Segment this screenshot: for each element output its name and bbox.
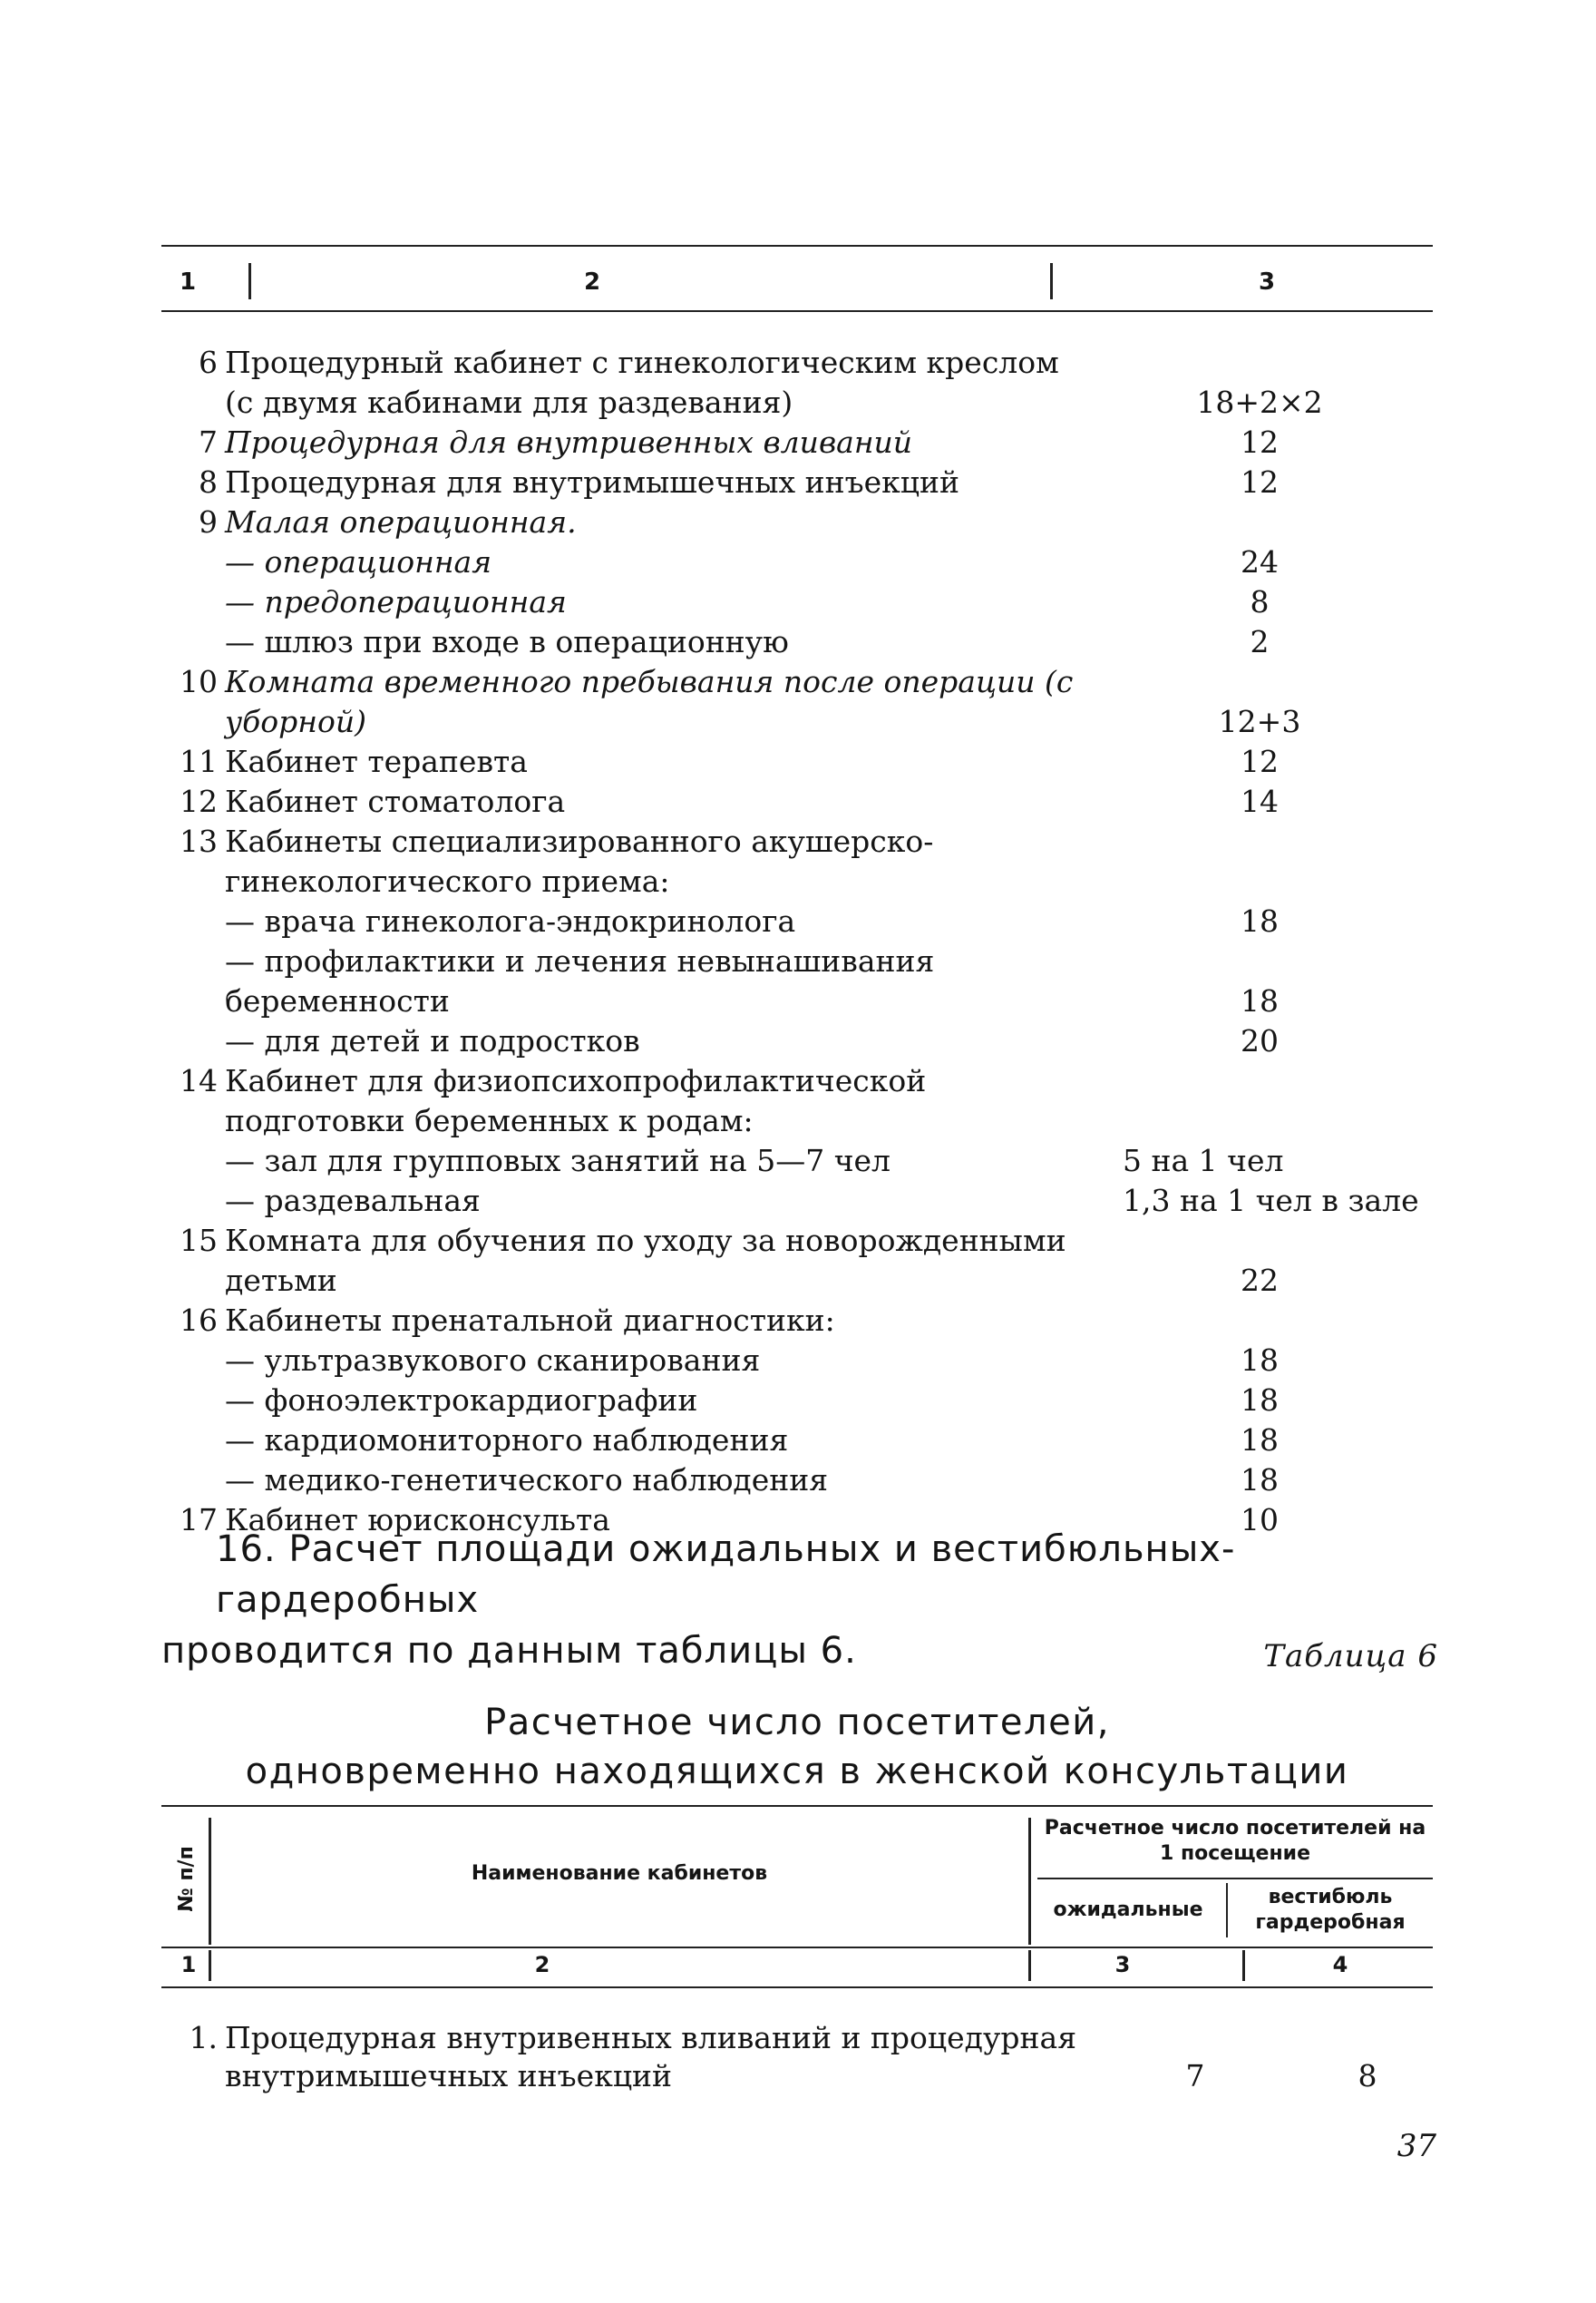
- row-name: Кабинет для физиопсихопрофилактической подготовки беременных к родам:: [225, 1063, 927, 1138]
- table-row: [161, 1381, 1433, 1420]
- row-number: 14: [180, 1063, 218, 1098]
- continuation-table-body: [161, 343, 1433, 1540]
- column-divider: [1226, 1883, 1228, 1937]
- paragraph-line: проводится по данным таблицы 6.: [161, 1630, 857, 1672]
- row-area-value: 18: [1241, 983, 1279, 1019]
- number-column-header: [170, 1829, 201, 1928]
- row-area-value: 12+3: [1218, 704, 1301, 739]
- row-area-value: 18: [1241, 1342, 1279, 1378]
- row-number: 15: [180, 1223, 218, 1258]
- table-row: [161, 1420, 1433, 1460]
- table-top-rule: [161, 1805, 1433, 1807]
- row-number: [161, 942, 225, 1021]
- row-number: 11: [180, 744, 218, 779]
- table-row: [161, 1061, 1433, 1141]
- row-area-value: 12: [1241, 424, 1279, 460]
- row-number: [161, 542, 225, 582]
- row-name: — операционная: [225, 544, 492, 580]
- paragraph-16: [161, 1524, 1449, 1676]
- row-name: Кабинеты пренатальной диагностики:: [225, 1303, 835, 1338]
- row-area-value: 2: [1250, 624, 1270, 659]
- table-row: [161, 782, 1433, 822]
- table-row: [161, 1341, 1433, 1381]
- row-name: Процедурная для внутримышечных инъекций: [225, 464, 959, 500]
- waiting-value: 7: [1185, 2058, 1205, 2093]
- table-row: [161, 902, 1433, 942]
- table-row: [161, 1301, 1433, 1341]
- page-number: 37: [1396, 2128, 1436, 2164]
- row-number: [161, 1141, 225, 1181]
- table-row: [161, 1021, 1433, 1061]
- row-number: [161, 622, 225, 662]
- row-area-value: 14: [1241, 784, 1279, 819]
- row-number: [161, 1420, 225, 1460]
- header-bottom-rule: [161, 310, 1433, 312]
- table-row: [161, 1460, 1433, 1500]
- table-row: [161, 463, 1433, 503]
- table-row: [161, 1181, 1433, 1221]
- row-number: [161, 902, 225, 942]
- row-area-value: 10: [1241, 1502, 1279, 1537]
- waiting-column-header: ожидальные: [1053, 1898, 1203, 1921]
- column-divider: [209, 1818, 211, 1945]
- row-number: 16: [180, 1303, 218, 1338]
- row-area-value: 24: [1241, 544, 1279, 580]
- vestibule-column-header: вестибюль гардеробная: [1255, 1886, 1406, 1934]
- row-area-value: 1,3 на 1 чел в зале: [1123, 1183, 1419, 1218]
- row-name: — шлюз при входе в операционную: [225, 624, 789, 659]
- table-row: [161, 503, 1433, 542]
- column-divider: [1028, 1818, 1031, 1945]
- table-row: [161, 542, 1433, 582]
- row-name: Кабинет терапевта: [225, 744, 528, 779]
- row-name: Процедурный кабинет с гинекологическим креслом (с двумя кабинами для раздевания): [225, 345, 1059, 420]
- column-divider: [209, 1950, 211, 1981]
- table-row: [161, 343, 1433, 423]
- table-title: [161, 1698, 1433, 1796]
- row-number: 6: [199, 345, 218, 380]
- paragraph-line: 16. Расчет площади ожидальных и вестибюльных-гардеробных: [216, 1528, 1236, 1621]
- column-number: 1: [180, 1952, 197, 1977]
- row-number: [161, 1021, 225, 1061]
- row-number: 1.: [189, 2020, 218, 2055]
- table-row: [161, 822, 1433, 902]
- column-number: 3: [1259, 268, 1276, 296]
- column-number: 2: [534, 1952, 550, 1977]
- row-number: 13: [180, 824, 218, 859]
- table-title-line: одновременно находящихся в женской консультации: [245, 1751, 1349, 1792]
- row-number: 7: [199, 424, 218, 460]
- row-area-value: 18: [1241, 903, 1279, 939]
- row-area-value: 18: [1241, 1462, 1279, 1498]
- table-row: [161, 1221, 1433, 1301]
- row-area-value: 18+2×2: [1196, 385, 1323, 420]
- row-name: — зал для групповых занятий на 5—7 чел: [225, 1143, 891, 1178]
- row-name: Малая операционная.: [225, 504, 577, 540]
- column-number: 1: [180, 268, 197, 296]
- row-name: — раздевальная: [225, 1183, 481, 1218]
- row-number: 10: [180, 664, 218, 699]
- row-name: Кабинет стоматолога: [225, 784, 566, 819]
- table-row: [161, 622, 1433, 662]
- column-number-row: [161, 263, 1433, 303]
- row-number: 8: [199, 464, 218, 500]
- row-name: — фоноэлектрокардиографии: [225, 1382, 698, 1418]
- column-number: 4: [1332, 1952, 1348, 1977]
- row-area-value: 8: [1250, 584, 1270, 620]
- row-name: — кардиомониторного наблюдения: [225, 1422, 789, 1458]
- row-number: [161, 1460, 225, 1500]
- table-row: [161, 662, 1433, 742]
- column-number-rule: [161, 1986, 1433, 1988]
- column-divider: [1242, 1950, 1245, 1981]
- group-header-rule: [1037, 1878, 1433, 1879]
- vestibule-value: 8: [1358, 2058, 1377, 2093]
- table-title-line: Расчетное число посетителей,: [484, 1702, 1110, 1743]
- row-area-value: 12: [1241, 744, 1279, 779]
- row-name: Комната временного пребывания после операции (с уборной): [225, 664, 1074, 739]
- row-name: — медико-генетического наблюдения: [225, 1462, 829, 1498]
- table-label: Таблица 6: [1263, 1638, 1438, 1674]
- header-bottom-rule: [161, 1947, 1433, 1948]
- row-number: [161, 1181, 225, 1221]
- row-name: — профилактики и лечения невынашивания беременности: [225, 943, 935, 1019]
- name-column-header: Наименование кабинетов: [471, 1862, 768, 1885]
- table-row: [161, 423, 1433, 463]
- row-area-value: 20: [1241, 1023, 1279, 1059]
- row-name: Кабинет юрисконсульта: [225, 1502, 610, 1537]
- column-divider: [1028, 1950, 1031, 1981]
- row-name: Комната для обучения по уходу за новорожденными детьми: [225, 1223, 1066, 1298]
- column-divider: [1050, 263, 1053, 299]
- table-6-body: [161, 2019, 1433, 2095]
- row-name: Процедурная внутривенных вливаний и процедурная внутримышечных инъекций: [225, 2020, 1077, 2093]
- row-name: — врача гинеколога-эндокринолога: [225, 903, 796, 939]
- table-row: [161, 1141, 1433, 1181]
- row-number: 17: [180, 1502, 218, 1537]
- column-number: 2: [584, 268, 601, 296]
- row-area-value: 18: [1241, 1422, 1279, 1458]
- table-top-rule: [161, 245, 1433, 247]
- number-header-label: № п/п: [174, 1845, 198, 1912]
- row-name: Процедурная для внутривенных вливаний: [225, 424, 913, 460]
- row-area-value: 22: [1241, 1263, 1279, 1298]
- column-number: 3: [1114, 1952, 1131, 1977]
- table-row: [161, 2019, 1433, 2095]
- row-area-value: 18: [1241, 1382, 1279, 1418]
- row-name: — ультразвукового сканирования: [225, 1342, 761, 1378]
- row-name: Кабинеты специализированного акушерско-гинекологического приема:: [225, 824, 934, 899]
- table-row: [161, 942, 1433, 1021]
- table-row: [161, 742, 1433, 782]
- row-number: [161, 1341, 225, 1381]
- row-name: — для детей и подростков: [225, 1023, 640, 1059]
- row-number: 12: [180, 784, 218, 819]
- column-divider: [248, 263, 251, 299]
- row-name: — предоперационная: [225, 584, 567, 620]
- visitors-group-header: Расчетное число посетителей на 1 посещение: [1044, 1817, 1426, 1865]
- table-6-header: [161, 1805, 1433, 2014]
- row-area-value: 5 на 1 чел: [1123, 1143, 1284, 1178]
- row-number: [161, 1381, 225, 1420]
- table-row: [161, 582, 1433, 622]
- row-number: [161, 582, 225, 622]
- row-number: 9: [199, 504, 218, 540]
- row-area-value: 12: [1241, 464, 1279, 500]
